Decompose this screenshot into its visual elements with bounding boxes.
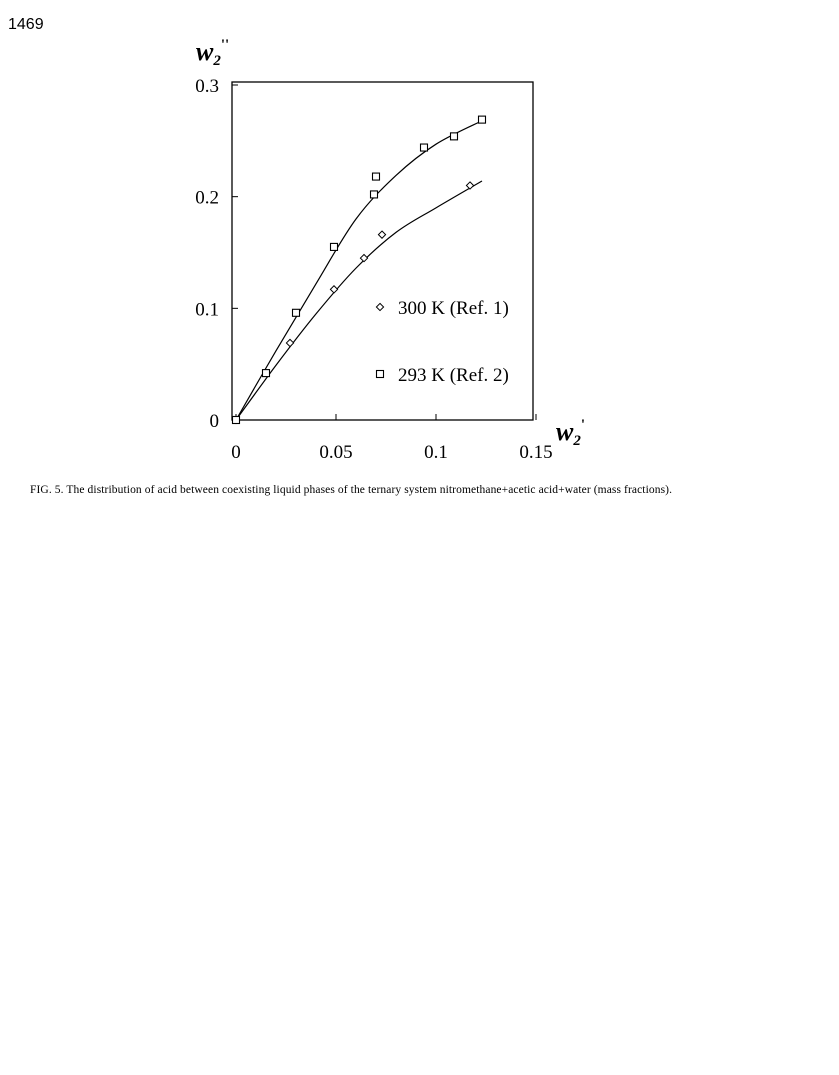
y-axis-label-sub: 2	[213, 53, 221, 69]
caption-text: The distribution of acid between coexisting liquid phases of the ternary system nitromethane+acetic acid+water (mass fractions).	[66, 484, 673, 496]
legend-item-300k	[376, 298, 508, 319]
figure-caption	[30, 482, 730, 498]
chart	[0, 0, 839, 480]
data-point-series-0-1	[286, 339, 293, 346]
y-tick-label-3: 0.3	[195, 76, 219, 97]
data-point-series-0-3	[360, 254, 367, 261]
data-point-series-1-4	[371, 191, 378, 198]
y-tick-label-1: 0.1	[195, 299, 219, 321]
page-number: 1469	[8, 16, 44, 33]
y-axis-label	[196, 37, 229, 69]
y-tick-label-2: 0.2	[195, 187, 219, 209]
data-point-series-1-8	[479, 116, 486, 123]
y-axis-label-main: w	[196, 37, 214, 66]
data-point-series-1-1	[263, 370, 270, 377]
data-point-series-0-5	[466, 182, 473, 189]
x-axis-label-main: w	[556, 417, 574, 446]
data-point-series-1-6	[421, 144, 428, 151]
data-point-series-0-2	[330, 286, 337, 293]
data-point-series-1-5	[373, 173, 380, 180]
x-axis-label-sup: '	[580, 417, 586, 433]
legend-item-293k	[377, 365, 509, 386]
x-tick-label-1: 0.05	[319, 442, 353, 463]
x-tick-label-2: 0.1	[424, 442, 448, 463]
x-tick-label-3: 0.15	[519, 442, 553, 463]
legend-marker-diamond	[376, 303, 383, 310]
x-axis-label	[556, 417, 585, 449]
legend-label-293k: 293 K (Ref. 2)	[398, 365, 509, 386]
legend-marker-shape-1	[377, 371, 384, 378]
legend	[376, 298, 508, 386]
data-point-series-1-7	[451, 133, 458, 140]
tick-labels	[195, 76, 552, 463]
legend-label-300k: 300 K (Ref. 1)	[398, 298, 509, 319]
caption-label: FIG. 5.	[30, 484, 64, 496]
legend-marker-shape-0	[376, 303, 383, 310]
y-axis-label-sup: ''	[220, 37, 230, 53]
data-point-series-0-4	[378, 231, 385, 238]
x-tick-label-0: 0	[231, 442, 241, 463]
x-axis-label-sub: 2	[573, 433, 581, 449]
data-point-series-1-2	[293, 309, 300, 316]
data-point-series-1-3	[331, 243, 338, 250]
data-point-series-1-0	[233, 417, 240, 424]
legend-marker-square	[377, 371, 384, 378]
y-tick-label-0: 0	[209, 411, 219, 432]
